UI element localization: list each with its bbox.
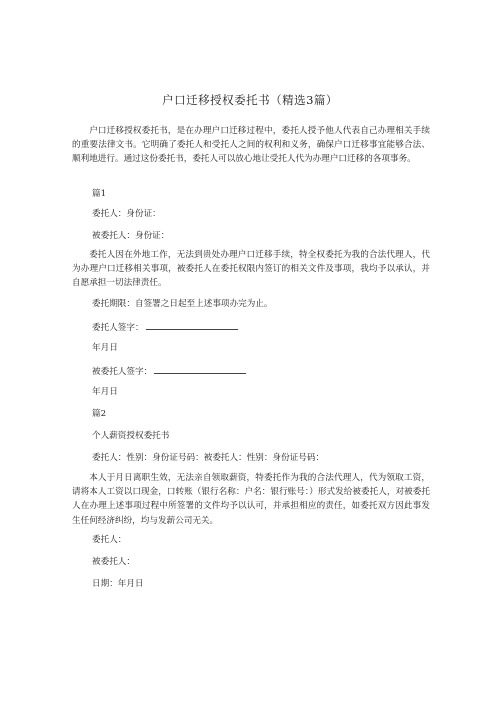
section2-info: 委托人：性别：身份证号码：被委托人：性别：身份证号码： [92,453,325,463]
section1-date-2: 年月日 [92,387,118,397]
intro-paragraph: 户口迁移授权委托书，是在办理户口迁移过程中，委托人授予他人代表自己办理相关手续的重要法律文书。它明确了委托人和受托人之间的权利和义务，确保户口迁移事宜能够合法、顺利地进行。通过这份委托书，委托人可以放心地让受托人代为办理户口迁移的各项事务。 [72,126,430,165]
section2-agent: 被委托人： [92,557,135,567]
section2-subtitle: 个人薪资授权委托书 [92,431,170,441]
section1-body: 委托人因在外地工作，无法到贵处办理户口迁移手续，特全权委托为我的合法代理人，代为办理户口迁移相关事项，被委托人在委托权限内签订的相关文件及事项，我均予以承认，并自愿承担一切法律责任。 [72,250,430,289]
section1-agent-sign-label: 被委托人签字： [92,367,153,377]
section1-heading: 篇1 [92,189,107,199]
section2-body: 本人于月日离职生效，无法亲自领取薪资，特委托作为我的合法代理人，代为领取工资，请将本人工资以口现金，口转账（银行名称：户名：银行账号：）形式发给被委托人，对被委托人在办理上述事项过程中所签署的文件均予以认可，并承担相应的责任，如委托双方因此事发生任何经济纠纷，均与发薪公司无关。 [72,473,430,526]
document-title: 户口迁移授权委托书（精选3篇） [162,93,338,107]
section2-client: 委托人： [92,535,127,545]
section1-agent-sign-row [92,364,246,378]
section1-client-sign-label: 委托人签字： [92,323,144,333]
client-signature-line[interactable] [146,320,238,330]
agent-signature-line[interactable] [154,364,246,374]
section1-client: 委托人：身份证： [92,209,161,219]
section1-agent: 被委托人：身份证： [92,231,170,241]
section2-heading: 篇2 [92,409,107,419]
section1-period: 委托期限：自签署之日起至上述事项办完为止。 [92,299,273,309]
section2-date: 日期：年月日 [92,579,144,589]
section1-date-1: 年月日 [92,343,118,353]
section1-client-sign-row [92,320,238,334]
